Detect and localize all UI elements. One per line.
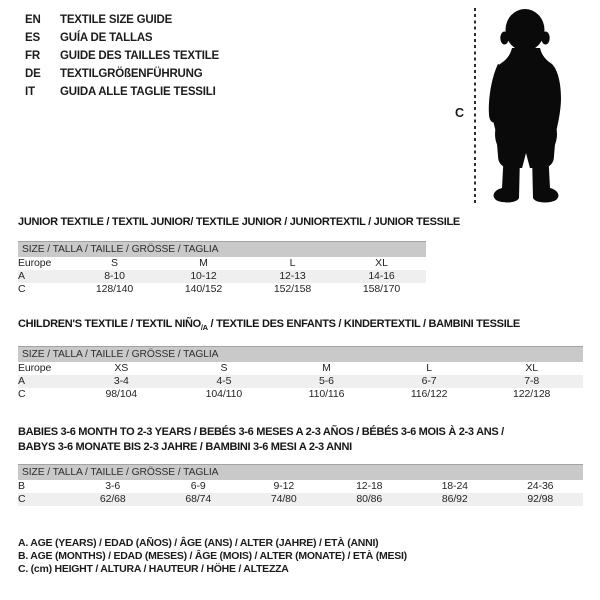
table-cell: L bbox=[426, 362, 432, 374]
table-row bbox=[18, 375, 583, 388]
table-cell: 3-4 bbox=[70, 375, 173, 388]
table-cell: 128/140 bbox=[95, 283, 134, 295]
language-row bbox=[25, 65, 219, 83]
language-row bbox=[25, 83, 219, 101]
row-label: A bbox=[18, 375, 70, 388]
guide-title: GUIDE DES TAILLES TEXTILE bbox=[60, 50, 219, 62]
table-cell: 6-9 bbox=[190, 480, 206, 492]
table-row bbox=[18, 362, 583, 375]
language-code: DE bbox=[25, 68, 41, 80]
section-title-children bbox=[18, 318, 520, 332]
language-row bbox=[25, 11, 219, 29]
table-cell: S bbox=[111, 257, 118, 269]
row-label: B bbox=[18, 480, 25, 492]
baby-silhouette-image bbox=[484, 6, 570, 208]
table-row bbox=[18, 480, 583, 493]
row-label: A bbox=[18, 270, 70, 283]
table-cell: 12-13 bbox=[248, 270, 337, 283]
table-row bbox=[18, 388, 583, 401]
footnote-a: A. AGE (YEARS) / EDAD (AÑOS) / ÂGE (ANS) / ALTER (JAHRE) / ETÀ (ANNI) bbox=[18, 537, 379, 549]
size-header-label: SIZE / TALLA / TAILLE / GRÖSSE / TAGLIA bbox=[18, 242, 426, 257]
table-cell: 98/104 bbox=[105, 388, 138, 400]
table-cell: 4-5 bbox=[173, 375, 276, 388]
table-cell: 7-8 bbox=[480, 375, 583, 388]
size-header-label: SIZE / TALLA / TAILLE / GRÖSSE / TAGLIA bbox=[18, 347, 583, 362]
row-label: Europe bbox=[18, 362, 52, 374]
section-title-junior: JUNIOR TEXTILE / TEXTIL JUNIOR/ TEXTILE JUNIOR / JUNIORTEXTIL / JUNIOR TESSILE bbox=[18, 216, 460, 228]
language-code: FR bbox=[25, 50, 40, 62]
language-code: ES bbox=[25, 32, 40, 44]
table-cell: 9-12 bbox=[273, 480, 295, 492]
table-cell: 80/86 bbox=[327, 493, 413, 506]
size-header-row bbox=[18, 347, 583, 362]
table-cell: 6-7 bbox=[378, 375, 481, 388]
guide-title: TEXTILGRÖßENFÜHRUNG bbox=[60, 68, 203, 80]
size-header-row bbox=[18, 465, 583, 480]
table-row bbox=[18, 257, 426, 270]
table-cell: XS bbox=[114, 362, 129, 374]
guide-title: TEXTILE SIZE GUIDE bbox=[60, 14, 173, 26]
table-cell: 158/170 bbox=[362, 283, 401, 295]
table-cell: 3-6 bbox=[105, 480, 121, 492]
section-title-babies-line1: BABIES 3-6 MONTH TO 2-3 YEARS / BEBÉS 3-6 MESES A 2-3 AÑOS / BÉBÉS 3-6 MOIS À 2-3 ANS / bbox=[18, 426, 504, 438]
table-cell: 18-24 bbox=[441, 480, 468, 492]
table-cell: XL bbox=[375, 257, 388, 269]
table-cell: 152/158 bbox=[273, 283, 312, 295]
table-cell: 5-6 bbox=[275, 375, 378, 388]
height-measure-label: C bbox=[455, 106, 465, 120]
language-code: IT bbox=[25, 86, 35, 98]
footnote-c: C. (cm) HEIGHT / ALTURA / HAUTEUR / HÖHE / ALTEZZA bbox=[18, 562, 289, 575]
table-cell: 62/68 bbox=[70, 493, 156, 506]
size-header-label: SIZE / TALLA / TAILLE / GRÖSSE / TAGLIA bbox=[18, 465, 583, 480]
size-header-row bbox=[18, 242, 426, 257]
section-title-babies bbox=[18, 425, 518, 454]
table-cell: 116/122 bbox=[410, 388, 448, 400]
height-measure-dashed-line bbox=[474, 8, 476, 206]
table-cell: 24-36 bbox=[527, 480, 554, 492]
footnote-b: B. AGE (MONTHS) / EDAD (MESES) / ÂGE (MOIS) / ALTER (MONATE) / ETÀ (MESI) bbox=[18, 549, 407, 562]
junior-size-table bbox=[18, 241, 426, 296]
section-title-children-sub: /A bbox=[200, 323, 208, 333]
table-cell: 92/98 bbox=[498, 493, 584, 506]
table-cell: 86/92 bbox=[412, 493, 498, 506]
guide-title: GUIDA ALLE TAGLIE TESSILI bbox=[60, 86, 216, 98]
table-row bbox=[18, 270, 426, 283]
table-cell: 74/80 bbox=[241, 493, 327, 506]
table-cell: M bbox=[322, 362, 331, 374]
babies-size-table bbox=[18, 464, 583, 506]
table-cell: 140/152 bbox=[184, 283, 223, 295]
section-title-babies-line2: BABYS 3-6 MONATE BIS 2-3 JAHRE / BAMBINI 3-6 MESI A 2-3 ANNI bbox=[18, 440, 352, 453]
table-cell: L bbox=[289, 257, 296, 269]
table-cell: 12-18 bbox=[356, 480, 383, 492]
table-cell: 104/110 bbox=[205, 388, 243, 400]
row-label: C bbox=[18, 388, 26, 400]
table-cell: 68/74 bbox=[156, 493, 242, 506]
children-size-table bbox=[18, 346, 583, 401]
table-cell: 8-10 bbox=[70, 270, 159, 283]
row-label: Europe bbox=[18, 257, 52, 269]
table-cell: XL bbox=[525, 362, 539, 374]
table-cell: 10-12 bbox=[159, 270, 248, 283]
footnotes bbox=[18, 537, 407, 575]
language-code: EN bbox=[25, 14, 41, 26]
language-row bbox=[25, 47, 219, 65]
table-cell: 122/128 bbox=[513, 388, 551, 400]
table-cell: S bbox=[220, 362, 228, 374]
table-row bbox=[18, 283, 426, 296]
section-title-children-post: / TEXTILE DES ENFANTS / KINDERTEXTIL / BAMBINI TESSILE bbox=[207, 318, 520, 330]
table-cell: 110/116 bbox=[308, 388, 345, 400]
table-row bbox=[18, 493, 583, 506]
row-label: C bbox=[18, 493, 70, 506]
row-label: C bbox=[18, 283, 26, 295]
language-title-list bbox=[25, 11, 219, 101]
table-cell: M bbox=[199, 257, 208, 269]
guide-title: GUÍA DE TALLAS bbox=[60, 32, 153, 44]
language-row bbox=[25, 29, 219, 47]
section-title-children-pre: CHILDREN'S TEXTILE / TEXTIL NIÑO bbox=[18, 318, 201, 330]
table-cell: 14-16 bbox=[337, 270, 426, 283]
